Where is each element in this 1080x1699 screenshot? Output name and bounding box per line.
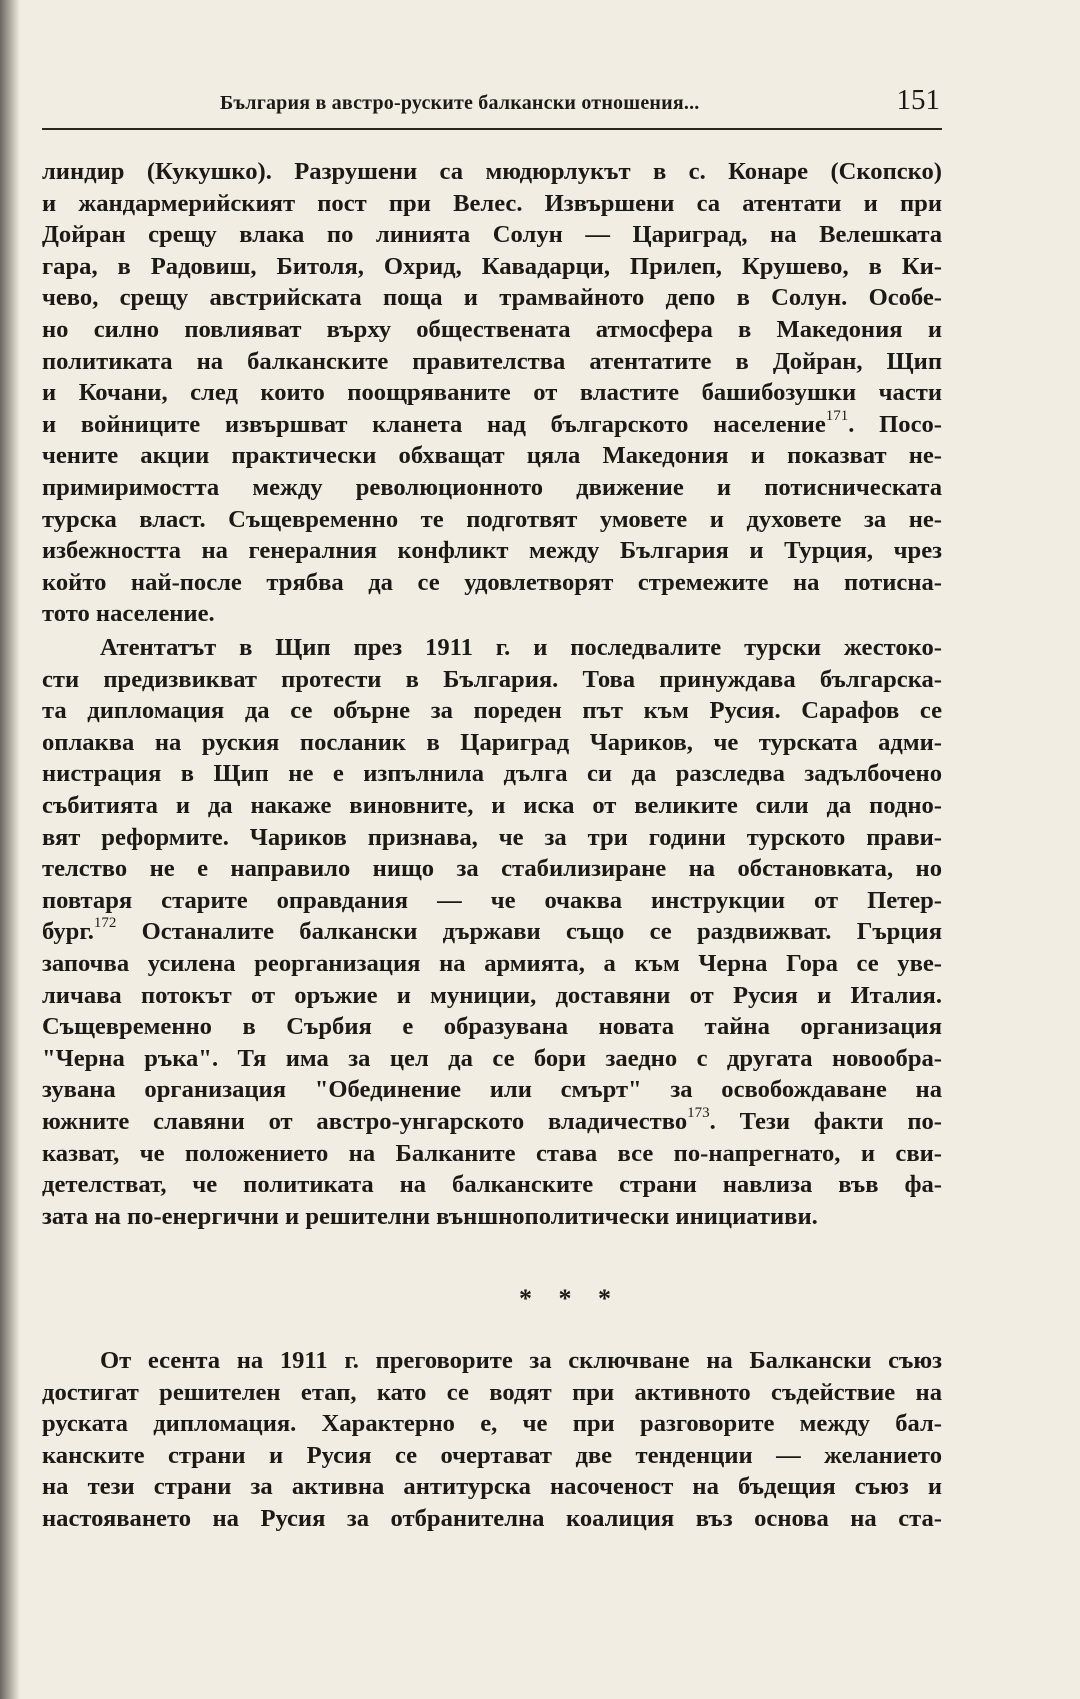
text-line: но силно повлияват върху обществената атмосфера в Македония и (42, 315, 942, 343)
text-line: та дипломация да се обърне за пореден път към Русия. Сарафов се (42, 697, 942, 725)
text-fragment: . Посо- (848, 410, 942, 438)
text-line-with-footnote (42, 916, 942, 948)
text-line: зата на по-енергични и решителни външнополитически инициативи. (42, 1202, 818, 1230)
text-line: нистрация в Щип не е изпълнила дълга си да разследва задълбочено (42, 760, 942, 788)
running-head: България в австро-руските балкански отношения... (220, 92, 700, 114)
text-line: политиката на балканските правителства атентатите в Дойран, Щип (42, 347, 942, 375)
text-line: сти предизвикват протести в България. Това принуждава българска- (42, 665, 942, 693)
text-line: настояването на Русия за отбранителна коалиция въз основа на ста- (42, 1504, 942, 1532)
text-line: вят реформите. Чариков признава, че за три години турското прави- (42, 823, 942, 851)
text-line: и Кочани, след които поощряваните от властите башибозушки части (42, 379, 942, 407)
text-line: руската дипломация. Характерно е, че при разговорите между бал- (42, 1410, 942, 1438)
text-line: телство не е направило нищо за стабилизиране на обстановката, но (42, 855, 942, 883)
text-line-with-footnote (42, 1106, 942, 1138)
text-line: линдир (Кукушко). Разрушени са мюдюрлукът в с. Конаре (Скопско) (42, 158, 942, 185)
book-spine-shadow (0, 0, 20, 1699)
header-rule (42, 128, 942, 130)
text-line: турска власт. Същевременно те подготвят умовете и духовете за не- (42, 505, 942, 533)
text-line: От есента на 1911 г. преговорите за сключване на Балкански съюз (100, 1347, 942, 1374)
text-line: започва усилена реорганизация на армията, а към Черна Гора се уве- (42, 949, 942, 977)
text-line: зувана организация "Обединение или смърт" за освобождаване на (42, 1076, 942, 1104)
page-header (42, 84, 942, 124)
text-line: гара, в Радовиш, Битоля, Охрид, Кавадарци, Прилеп, Крушево, в Ки- (42, 252, 942, 280)
page-number: 151 (896, 84, 940, 116)
text-line: Същевременно в Сърбия е образувана новата тайна организация (42, 1013, 942, 1041)
text-line: "Черна ръка". Тя има за цел да се бори заедно с другата новообра- (42, 1044, 942, 1072)
text-line: казват, че положението на Балканите става все по-напрегнато, и сви- (42, 1139, 942, 1167)
text-line: достигат решителен етап, като се водят при активното съдействие на (42, 1378, 942, 1406)
text-line: който най-после трябва да се удовлетворят стремежите на потисна- (42, 568, 942, 596)
paragraph-2 (42, 632, 942, 1232)
text-line: личава потокът от оръжие и муниции, доставяни от Русия и Италия. (42, 981, 942, 1009)
paragraph-3 (42, 1345, 942, 1535)
text-fragment: южните славяни от австро-унгарското владичество (42, 1107, 688, 1135)
text-line: чево, срещу австрийската поща и трамвайното депо в Солун. Особе- (42, 284, 942, 312)
text-fragment: бург. (42, 918, 94, 946)
text-line: събитията и да накаже виновните, и иска от великите сили да подно- (42, 791, 942, 819)
text-line: повтаря старите оправдания — че очаква инструкции от Петер- (42, 886, 942, 914)
text-line: Дойран срещу влака по линията Солун — Цариград, на Велешката (42, 221, 942, 249)
text-line: чените акции практически обхващат цяла Македония и показват не- (42, 442, 942, 470)
text-line-with-footnote (42, 409, 942, 441)
footnote-ref-173: 173 (687, 1104, 710, 1121)
text-line: оплаква на руския посланик в Цариград Чариков, че турската адми- (42, 728, 942, 756)
text-line: на тези страни за активна антитурска насоченост на бъдещия съюз и (42, 1473, 942, 1501)
paragraph-1 (42, 156, 942, 630)
footnote-ref-172: 172 (93, 915, 117, 932)
text-line: детелстват, че политиката на балканските страни навлиза във фа- (42, 1171, 942, 1199)
section-separator: * * * (519, 1284, 621, 1313)
text-fragment: . Тези факти по- (709, 1107, 943, 1135)
text-line: канските страни и Русия се очертават две тенденции — желанието (42, 1441, 942, 1469)
footnote-ref-171: 171 (825, 407, 849, 424)
text-line: и жандармерийският пост при Велес. Извършени са атентати и при (42, 189, 942, 217)
text-fragment: и войниците извършват кланета над българското население (42, 410, 826, 438)
text-line: примиримостта между революционното движение и потисническата (42, 473, 942, 501)
text-line: избежността на генералния конфликт между България и Турция, чрез (42, 537, 942, 565)
text-line: тото население. (42, 600, 215, 628)
text-line: Атентатът в Щип през 1911 г. и последвалите турски жестоко- (100, 634, 942, 661)
text-fragment: Останалите балкански държави също се раздвижват. Гърция (116, 918, 942, 946)
